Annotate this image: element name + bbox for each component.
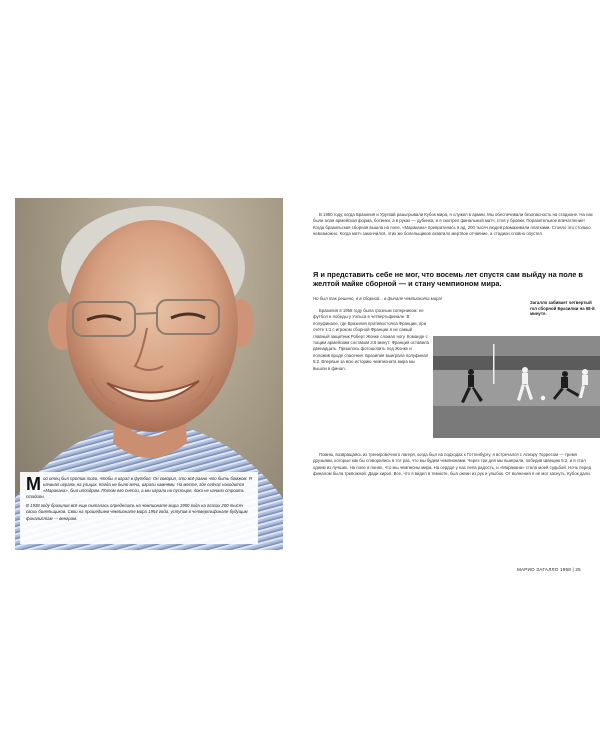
closing-text: Помню, возвращаясь из тренировочного лагеря, когда был на подходах к Готтенбургу, я встречался с Алиэру Торресом — тремя друзьями, которые как бы сговорились в тот раз, что мы будем чемпионами. Через три дня мы выиграли, победив Швецию 5:2, и я стал одним из лучших. На поле я понял, что мы чемпионы мира. На сердце у нас пела радость, и «Маракана» стала моей судьбой. Ночь перед финалом была тревожной. Дади хирел. Все, что я видел в темноте, был океан из рук и улыбок. От волнения я не мог заснуть. Кубок дали.	[313, 452, 592, 477]
action-photo-caption: Загалло забивает четвертый гол сборной Бразилии на 68-й минуте.	[530, 300, 595, 317]
body-column	[313, 308, 429, 373]
closing-paragraphs	[313, 452, 595, 479]
intro-paragraph	[313, 212, 595, 239]
intro-text: В 1950 году, когда Бразилия и Уругвай разыгрывали Кубок мира, я служил в армии. Мы обеспечивали безопасность на стадионе. На нас были алая армейская форма, ботинки, а в руках — дубинка, и я смотрел финальный матч, стоя у бровки. Поразительное впечатление! Когда бразильская сборная вышла на поле, «Маракана» превратилась в ад, 200 тысяч людей размахивали платками. Стояло это столько невозможно. Когда матч закончился, этих же болельщиков охватило мертвое отчаяние, а стадион словно опустел.	[313, 212, 593, 237]
pull-quote: Я и представить себе не мог, что восемь лет спустя сам выйду на поле в желтой майке сборной — и стану чемпионом мира.	[313, 270, 583, 288]
match-action-photo	[433, 336, 600, 438]
lead-line: Но был так решено, я в сборной... в финале чемпионата мира!	[313, 296, 443, 301]
photo-caption	[20, 472, 258, 544]
match-scene-illustration	[433, 336, 600, 438]
caption-paragraph-2: В 1938 году бразилия всё еще пыталась определить на чемпионате мира 1950 года на глазах 200 тысяч своих болельщиков. Свои на прошедшем чемпионате мира 1954 года, уступив в четвертьфинале будущим финалистам — венграм.	[26, 503, 248, 521]
drop-cap: М	[26, 474, 41, 494]
caption-paragraph-1: ой отец был против того, чтобы я играл в футбол. Он говорил, это всё равно что быть бомжом. Я начинал играть на улицах. Когда не было мяча, играли камнями. На месте, где сейчас находится «Маракана», был ипподром. Потом его снесли, а мы играли на пустыре, пока не начали строить стадион.	[26, 476, 252, 500]
page-folio: МАРИО ЗАГАЛЛО 1958 | 25	[517, 567, 581, 572]
column-text: Бразилия в 1958 году была грозным соперником: ее футбол и победы у Уэльса в четвертьфинале. В полуфинале, где Бразилия противостояла Франции, при счёте 1:1 с игроком сборной Франции я не самый главный защитник Роберт Жонке сломал ногу. Команде с тощим армейским составом 3:5 минут: Франция оставила двенадцать. Пришлось фотошопить под Жонке и положив вроде спасения. Бразилия выиграла полуфинал 5:2. Впервые за всю историю чемпионата мира мы вышли в финал.	[313, 308, 429, 371]
portrait-photo	[15, 198, 283, 550]
